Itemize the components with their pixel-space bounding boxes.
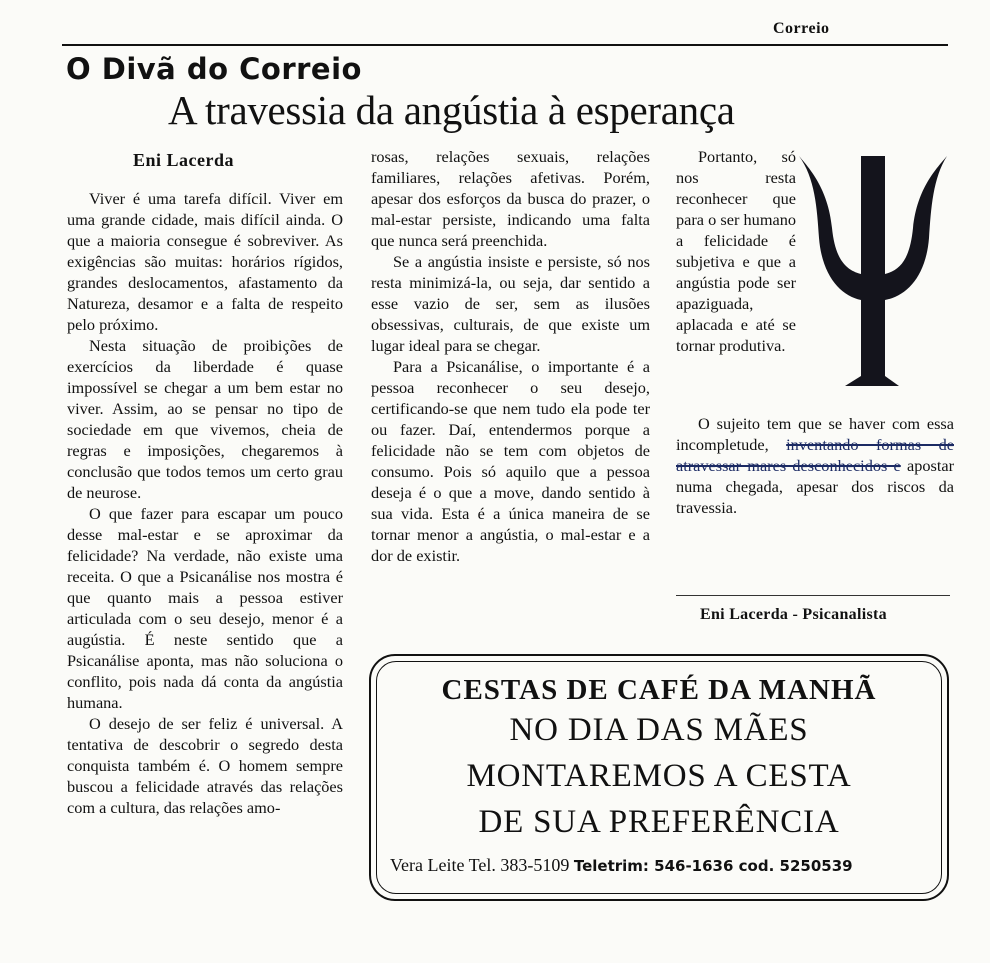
ad-contact-name: Vera Leite Tel. 383-5109	[390, 855, 570, 875]
ad-contact	[390, 855, 853, 876]
paragraph: Nesta situação de proibições de exercícios da liberdade é quase impossível se chegar a um bem estar no viver. Assim, ao se pensar no tipo de sociedade em que vivemos, cheia de regras e imposições, chegaremos à conclusão que todos temos um certo grau de neurose.	[67, 336, 343, 502]
section-label: Correio	[773, 20, 830, 37]
article-column-3-closing	[676, 413, 954, 518]
paragraph: Para a Psicanálise, o importante é a pessoa reconhecer o seu desejo, certificando-se que nem tudo ela pode ter ou fazer. Daí, entendermos porque a felicidade não se tem com objetos de consumo. Pois só aquilo que a pessoa deseja é o que a move, dando sentido à sua vida. Esta é a única maneira de se tornar menor a angústia, o mal-estar e a dor de existir.	[371, 357, 650, 565]
closing-paragraph	[676, 413, 954, 518]
headline: A travessia da angústia à esperança	[168, 87, 735, 133]
ad-line-2: NO DIA DAS MÃES	[509, 712, 809, 748]
paragraph: Se a angústia insiste e persiste, só nos resta minimizá-la, ou seja, dar sentido a esse vazio de ser, sem as ilusões obsessivas, culturais, de que existe um lugar ideal para se chegar.	[371, 252, 650, 355]
paragraph: Viver é uma tarefa difícil. Viver em uma grande cidade, mais difícil ainda. O que a maioria consegue é sobreviver. As exigências são muitas: horários rígidos, grandes deslocamentos, afastamento da Natureza, desamor e a falta de respeito pelo próximo.	[67, 189, 343, 334]
article-column-1	[67, 188, 343, 818]
article-column-2	[371, 146, 650, 566]
signature-rule	[676, 595, 950, 596]
paragraph: O desejo de ser feliz é universal. A tentativa de descobrir o segredo desta conquista também é. O homem sempre buscou a felicidade através das relações com a cultura, das relações amo-	[67, 714, 343, 817]
paragraph: O que fazer para escapar um pouco desse mal-estar e se aproximar da felicidade? Na verdade, não existe uma receita. O que a Psicanálise nos mostra é que quanto mais a pessoa estiver articulada com o seu desejo, menor é a augústia. É neste sentido que a Psicanálise aponta, mas não soluciona o conflito, pois nada dá conta da angústia humana.	[67, 504, 343, 712]
ad-line-4: DE SUA PREFERÊNCIA	[478, 804, 840, 840]
closing-text-end: apostar numa chegada, apesar dos riscos da travessia.	[676, 456, 954, 517]
author-signature: Eni Lacerda - Psicanalista	[700, 606, 887, 623]
column-kicker: O Divã do Correio	[66, 52, 362, 86]
ad-headline: CESTAS DE CAFÉ DA MANHÃ	[441, 674, 877, 706]
struck-text: inventando formas de atravessar mares desconhecidos e	[676, 435, 954, 475]
byline: Eni Lacerda	[133, 150, 235, 170]
paragraph: Portanto, só nos resta reconhecer que para o ser humano a felicidade é subjetiva e que a angústia pode ser apaziguada, aplacada e até se tornar produtiva.	[676, 147, 796, 355]
paragraph: rosas, relações sexuais, relações familiares, relações afetivas. Porém, apesar dos esforços da busca do prazer, o mal-estar persiste, indicando uma falta que nunca será preenchida.	[371, 147, 650, 250]
psi-symbol-icon	[795, 150, 950, 390]
ad-contact-pager: Teletrim: 546-1636 cod. 5250539	[573, 857, 853, 875]
top-rule	[62, 44, 948, 46]
closing-text-start: O sujeito tem que se haver com essa incompletude,	[676, 414, 954, 454]
ad-line-3: MONTAREMOS A CESTA	[466, 758, 852, 794]
article-column-3	[676, 146, 796, 356]
